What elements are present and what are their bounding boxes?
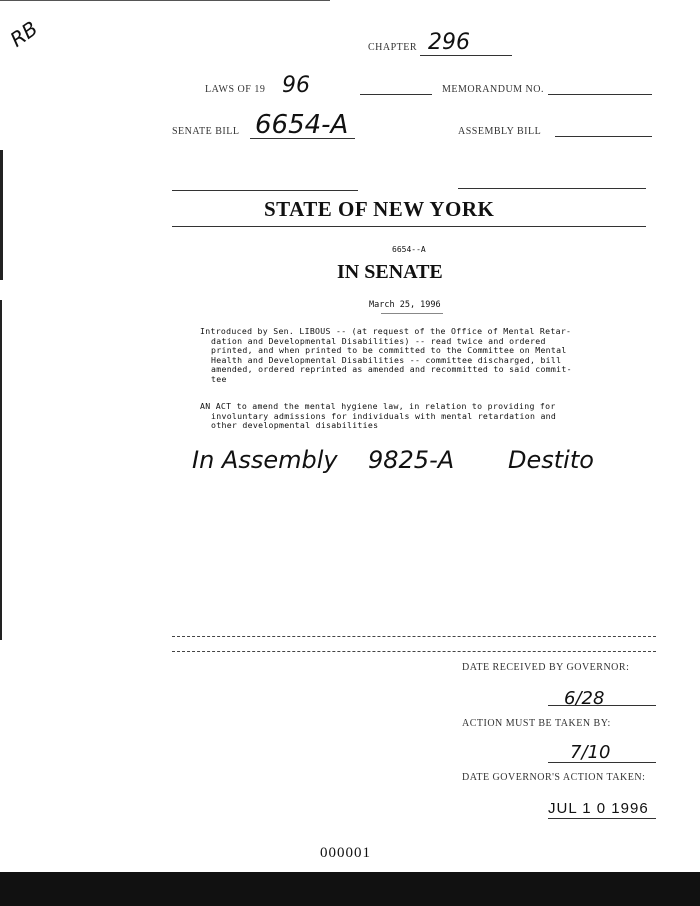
introduced-line: amended, ordered reprinted as amended and recommitted to said commit- <box>211 364 572 375</box>
act-line: other developmental disabilities <box>211 420 379 431</box>
introduced-line: Health and Developmental Disabilities -- committee discharged, bill <box>211 354 562 365</box>
page-title: STATE OF NEW YORK <box>264 197 495 221</box>
action-taken-underline <box>548 818 656 819</box>
introduced-line: printed, and when printed to be committed to the Committee on Mental <box>211 345 567 356</box>
corner-initials: RB <box>5 16 43 52</box>
laws-underline <box>360 94 432 95</box>
bill-date: March 25, 1996 <box>369 300 441 310</box>
introduced-line: dation and Developmental Disabilities) -- read twice and ordered <box>211 335 546 346</box>
introduced-line: Introduced by Sen. LIBOUS -- (at request of the Office of Mental Retar- <box>200 326 572 336</box>
bottom-scan-band <box>0 872 700 906</box>
action-due-value: 7/10 <box>570 742 611 763</box>
assembly-bill-label: ASSEMBLY BILL <box>458 126 542 137</box>
bill-number: 6654--A <box>392 245 426 254</box>
act-paragraph <box>200 402 556 431</box>
lower-rule <box>172 651 656 652</box>
assembly-note-number: 9825-A <box>368 446 455 474</box>
action-due-underline <box>548 762 656 763</box>
chapter-label: CHAPTER <box>368 42 418 53</box>
laws-label: LAWS OF 19 <box>205 84 266 95</box>
date-received-label: DATE RECEIVED BY GOVERNOR: <box>462 662 630 673</box>
page-number: 000001 <box>320 845 371 861</box>
assembly-note-label: In Assembly <box>192 446 338 474</box>
senate-bill-value: 6654-A <box>255 110 349 140</box>
lower-rule <box>172 636 656 637</box>
assembly-bill-underline <box>555 136 652 137</box>
left-scan-edge <box>0 150 3 280</box>
introduced-paragraph <box>200 327 572 385</box>
action-taken-label: DATE GOVERNOR'S ACTION TAKEN: <box>462 772 646 783</box>
memorandum-label: MEMORANDUM NO. <box>442 84 545 95</box>
senate-bill-underline <box>250 138 355 139</box>
rule-left <box>172 190 358 191</box>
action-taken-stamp: JUL 1 0 1996 <box>548 800 649 817</box>
chamber-title: IN SENATE <box>337 261 443 283</box>
action-due-label: ACTION MUST BE TAKEN BY: <box>462 718 611 729</box>
assembly-note-sponsor: Destito <box>508 446 594 474</box>
left-scan-edge <box>0 300 2 640</box>
chapter-underline <box>420 55 512 56</box>
date-received-underline <box>548 705 656 706</box>
rule-right <box>458 188 646 189</box>
date-underline <box>381 313 443 314</box>
act-line: AN ACT to amend the mental hygiene law, in relation to providing for <box>200 401 556 411</box>
date-received-value: 6/28 <box>564 688 605 709</box>
laws-value: 96 <box>282 73 310 98</box>
act-line: involuntary admissions for individuals with mental retardation and <box>211 410 557 421</box>
introduced-line: tee <box>211 373 227 384</box>
senate-bill-label: SENATE BILL <box>172 126 240 137</box>
chapter-value: 296 <box>428 30 470 55</box>
memorandum-underline <box>548 94 652 95</box>
title-rule <box>172 226 646 227</box>
top-edge-rule <box>0 0 330 1</box>
